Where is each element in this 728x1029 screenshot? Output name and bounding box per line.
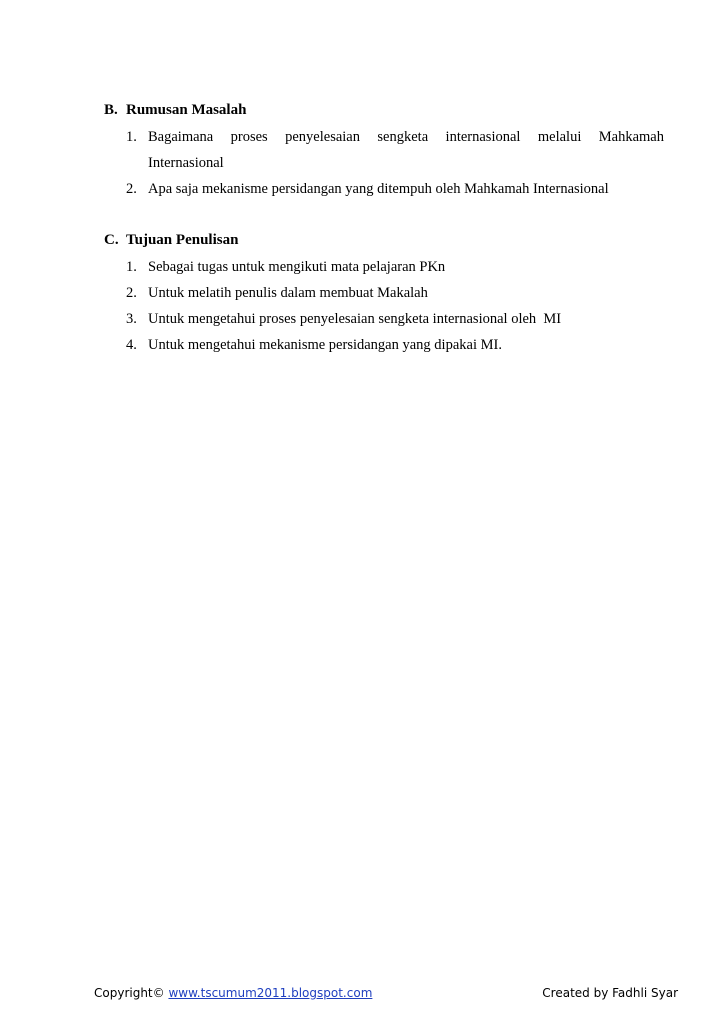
section-rumusan-masalah — [104, 100, 664, 202]
item-text: Untuk melatih penulis dalam membuat Makalah — [148, 285, 428, 301]
item-number: 2. — [126, 181, 137, 197]
section-title: Tujuan Penulisan — [126, 232, 239, 248]
section-letter: C. — [104, 232, 119, 248]
item-number: 1. — [126, 129, 137, 145]
item-number: 4. — [126, 337, 137, 353]
section-heading — [104, 230, 664, 250]
section-heading — [104, 100, 664, 120]
item-text: Untuk mengetahui mekanisme persidangan yang dipakai MI. — [148, 337, 502, 353]
item-text: Untuk mengetahui proses penyelesaian sengketa internasional oleh MI — [148, 311, 562, 327]
list-item — [104, 306, 664, 332]
item-number: 1. — [126, 259, 137, 275]
footer-copyright — [94, 985, 372, 1001]
list-item — [104, 280, 664, 306]
blog-link[interactable]: www.tscumum2011.blogspot.com — [168, 986, 373, 1000]
page-footer — [94, 985, 678, 1001]
item-text: Sebagai tugas untuk mengikuti mata pelajaran PKn — [148, 259, 446, 275]
section-title: Rumusan Masalah — [126, 102, 247, 118]
list-item — [104, 124, 664, 176]
item-text-line2: Internasional — [148, 155, 224, 171]
list-item — [104, 176, 664, 202]
item-text: Apa saja mekanisme persidangan yang ditempuh oleh Mahkamah Internasional — [148, 181, 609, 197]
copyright-label: Copyright© — [94, 986, 169, 1000]
list-item — [104, 254, 664, 280]
item-text-line1: Bagaimana proses penyelesaian sengketa internasional melalui Mahkamah — [148, 129, 664, 145]
item-number: 3. — [126, 311, 137, 327]
item-number: 2. — [126, 285, 137, 301]
section-tujuan-penulisan — [104, 230, 664, 358]
section-letter: B. — [104, 102, 118, 118]
list-item — [104, 332, 664, 358]
footer-credit: Created by Fadhli Syar — [542, 986, 678, 1000]
